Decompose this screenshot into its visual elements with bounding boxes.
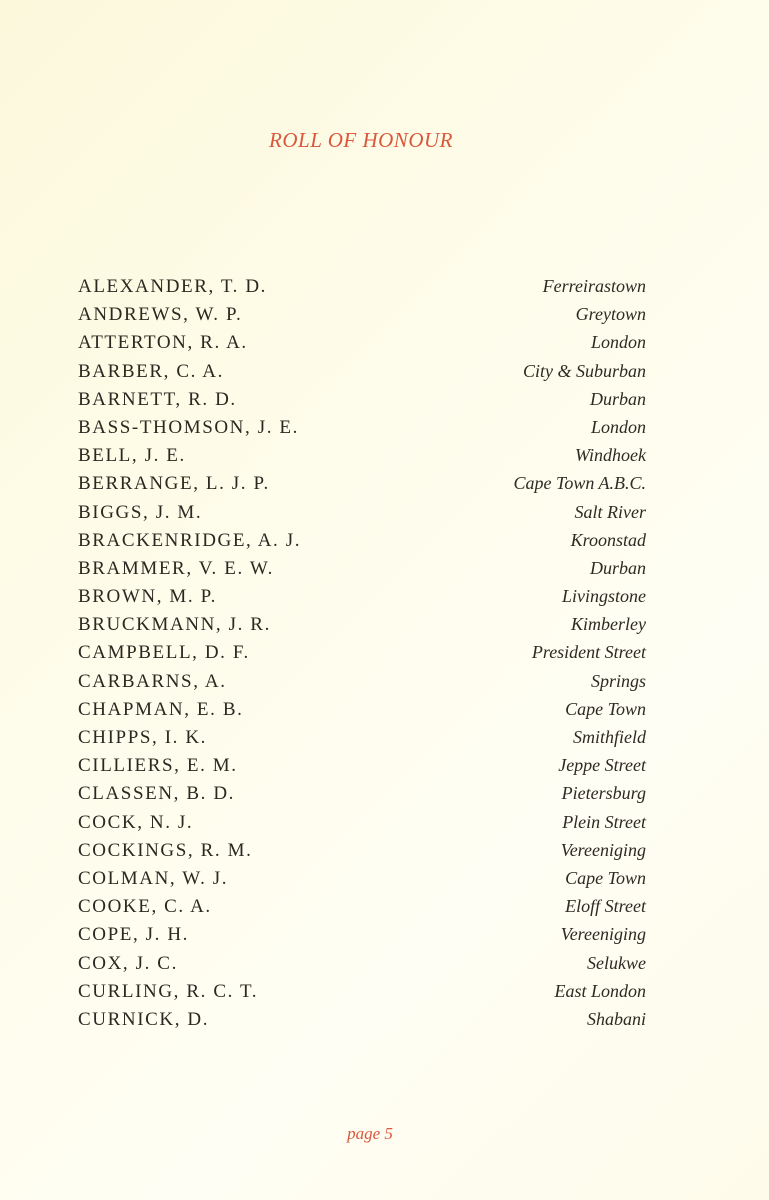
entry-place: Plein Street <box>562 811 646 832</box>
entry-name: COLMAN, W. J. <box>78 867 229 889</box>
entry-name: BRUCKMANN, J. R. <box>78 614 271 636</box>
list-item <box>78 413 646 441</box>
entry-name: CHAPMAN, E. B. <box>78 698 244 720</box>
entry-place: London <box>590 416 646 437</box>
entry-place: Jeppe Street <box>558 755 646 776</box>
list-item <box>78 695 646 723</box>
list-item <box>78 667 646 695</box>
entry-place: Windhoek <box>575 445 646 466</box>
entry-name: CILLIERS, E. M. <box>78 755 238 777</box>
list-item <box>78 582 646 610</box>
page-title: ROLL OF HONOUR <box>269 128 453 152</box>
entry-place: Springs <box>590 670 646 691</box>
entry-place: Cape Town <box>565 867 646 888</box>
list-item <box>78 836 646 864</box>
list-item <box>78 469 646 497</box>
list-item <box>78 357 646 385</box>
entry-place: Durban <box>589 388 646 409</box>
entry-name: ANDREWS, W. P. <box>78 304 243 326</box>
entry-place: President Street <box>531 642 646 663</box>
entry-place: Eloff Street <box>565 896 646 917</box>
list-item <box>78 723 646 751</box>
list-item <box>78 751 646 779</box>
entry-place: Kimberley <box>571 614 646 635</box>
list-item <box>78 328 646 356</box>
list-item <box>78 498 646 526</box>
list-item <box>78 1005 646 1033</box>
entry-name: CAMPBELL, D. F. <box>78 642 250 664</box>
list-item <box>78 920 646 948</box>
entry-place: Durban <box>589 557 646 578</box>
list-item <box>78 272 646 300</box>
page-number: page 5 <box>347 1124 393 1143</box>
entry-place: Kroonstad <box>570 529 646 550</box>
entry-place: Shabani <box>586 1008 646 1029</box>
entry-place: Vereeniging <box>560 924 646 945</box>
list-item <box>78 385 646 413</box>
list-item <box>78 808 646 836</box>
entry-name: BERRANGE, L. J. P. <box>78 473 270 495</box>
entry-place: Livingstone <box>562 586 646 607</box>
entry-name: CURNICK, D. <box>78 1008 210 1030</box>
entry-name: ALEXANDER, T. D. <box>78 276 268 297</box>
entry-place: Cape Town <box>565 698 646 719</box>
entry-place: London <box>590 332 646 353</box>
list-item <box>78 977 646 1005</box>
entry-name: BARBER, C. A. <box>78 360 224 382</box>
list-item <box>78 554 646 582</box>
entry-place: Selukwe <box>587 952 646 973</box>
entry-name: COOKE, C. A. <box>78 896 212 918</box>
entry-place: Salt River <box>574 501 646 522</box>
list-item <box>78 300 646 328</box>
entry-place: Pietersburg <box>561 783 646 804</box>
entry-place: Greytown <box>575 304 646 325</box>
entry-name: BARNETT, R. D. <box>78 388 237 410</box>
list-item <box>78 638 646 666</box>
entry-place: Vereeniging <box>560 839 646 860</box>
list-item <box>78 526 646 554</box>
entry-name: BRAMMER, V. E. W. <box>78 557 274 579</box>
list-item <box>78 441 646 469</box>
entry-name: CURLING, R. C. T. <box>78 980 259 1002</box>
entry-name: COPE, J. H. <box>78 924 190 946</box>
entry-name: COX, J. C. <box>78 952 178 974</box>
list-item <box>78 610 646 638</box>
entry-name: CHIPPS, I. K. <box>78 727 208 748</box>
list-item <box>78 864 646 892</box>
entry-name: CARBARNS, A. <box>78 670 227 692</box>
entry-name: BELL, J. E. <box>78 445 186 467</box>
entry-name: COCKINGS, R. M. <box>78 839 253 861</box>
entry-place: City & Suburban <box>522 360 646 381</box>
entry-place: Ferreirastown <box>542 276 646 296</box>
entry-name: BROWN, M. P. <box>78 586 218 608</box>
entry-place: Smithfield <box>573 727 646 747</box>
entry-place: Cape Town A.B.C. <box>513 473 646 494</box>
entry-name: BRACKENRIDGE, A. J. <box>78 529 302 551</box>
list-item <box>78 779 646 807</box>
entry-name: BASS-THOMSON, J. E. <box>78 416 299 438</box>
list-item <box>78 949 646 977</box>
entry-name: COCK, N. J. <box>78 811 194 833</box>
entry-name: CLASSEN, B. D. <box>78 783 236 805</box>
entry-name: BIGGS, J. M. <box>78 501 203 523</box>
entry-place: East London <box>554 980 646 1001</box>
roll-of-honour-list <box>78 272 646 1033</box>
list-item <box>78 892 646 920</box>
entry-name: ATTERTON, R. A. <box>78 332 248 354</box>
